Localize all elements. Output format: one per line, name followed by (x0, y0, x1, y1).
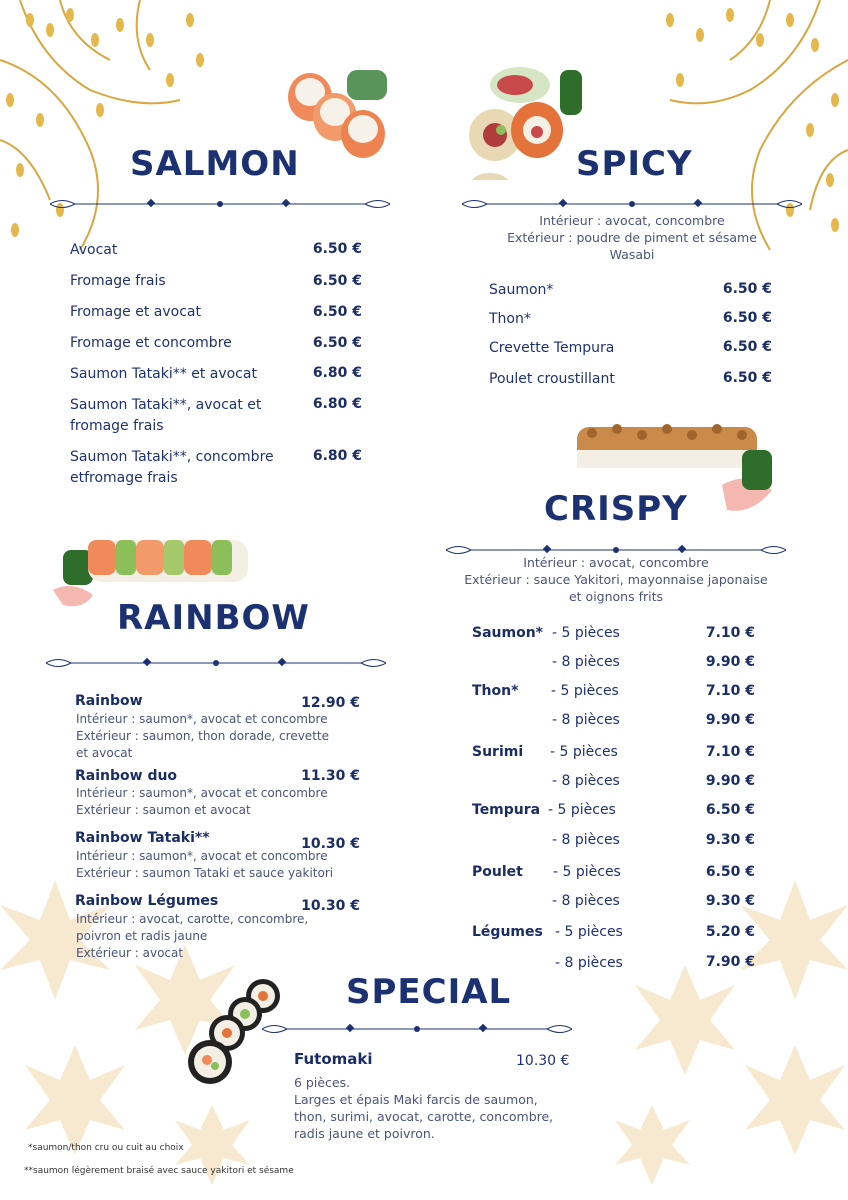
crispy-item-8-price: 7.90 € (705, 954, 755, 970)
spicy-item-price: 6.50 € (722, 370, 772, 386)
salmon-item-name: Saumon Tataki** et avocat (70, 366, 257, 382)
rainbow-divider (46, 656, 386, 670)
crispy-item-8-price: 9.30 € (705, 832, 755, 848)
crispy-item-5-price: 7.10 € (705, 625, 755, 641)
crispy-item-name: Tempura (472, 802, 541, 818)
special-item-price: 10.30 € (516, 1053, 570, 1069)
crispy-item-8-pieces: - 8 pièces (552, 832, 620, 848)
special-title: SPECIAL (346, 972, 512, 1012)
salmon-item-name: Fromage et concombre (70, 335, 232, 351)
rainbow-item-description: Extérieur : saumon, thon dorade, crevette (76, 729, 329, 743)
spicy-item-name: Poulet croustillant (489, 371, 615, 387)
crispy-item-5-price: 6.50 € (705, 864, 755, 880)
salmon-roll-image (285, 62, 395, 162)
salmon-item-name: Saumon Tataki**, avocat et (70, 397, 262, 413)
crispy-description: et oignons frits (568, 589, 664, 604)
rainbow-title: RAINBOW (117, 598, 310, 638)
crispy-item-8-price: 9.30 € (705, 893, 755, 909)
rainbow-item-name: Rainbow (75, 693, 143, 709)
crispy-item-5-price: 7.10 € (705, 683, 755, 699)
rainbow-item-price: 12.90 € (301, 695, 360, 711)
crispy-item-5-pieces: - 5 pièces (548, 802, 616, 818)
crispy-item-8-pieces: - 8 pièces (555, 955, 623, 971)
crispy-item-8-price: 9.90 € (705, 712, 755, 728)
crispy-item-5-pieces: - 5 pièces (553, 864, 621, 880)
crispy-item-name: Saumon* (472, 625, 543, 641)
spicy-description: Wasabi (609, 247, 655, 262)
special-item-description: Larges et épais Maki farcis de saumon, (294, 1092, 538, 1107)
salmon-item-price: 6.80 € (312, 365, 362, 381)
footnote-tataki: **saumon légèrement braisé avec sauce yakitori et sésame (24, 1166, 294, 1176)
rainbow-item-name: Rainbow duo (75, 768, 178, 784)
rainbow-item-description: Extérieur : avocat (76, 946, 184, 960)
special-item-description: 6 pièces. (294, 1075, 351, 1090)
spicy-item-price: 6.50 € (722, 310, 772, 326)
rainbow-item-description: Extérieur : saumon et avocat (76, 803, 251, 817)
crispy-item-name: Thon* (472, 683, 519, 699)
rainbow-item-description: Intérieur : saumon*, avocat et concombre (76, 786, 328, 800)
crispy-description: Intérieur : avocat, concombre (523, 555, 709, 570)
rainbow-item-name: Rainbow Tataki** (75, 830, 210, 846)
spicy-item-name: Thon* (489, 311, 531, 327)
crispy-item-5-pieces: - 5 pièces (555, 924, 623, 940)
gold-branch-decoration-top-left (0, 0, 220, 250)
special-item-description: radis jaune et poivron. (294, 1126, 435, 1141)
special-item-name: Futomaki (294, 1050, 373, 1068)
spicy-description: Intérieur : avocat, concombre (539, 213, 725, 228)
salmon-item-name: Saumon Tataki**, concombre (70, 449, 274, 465)
crispy-item-name: Poulet (472, 864, 523, 880)
special-divider (262, 1022, 572, 1036)
rainbow-item-name: Rainbow Légumes (75, 893, 219, 909)
salmon-item-price: 6.80 € (312, 448, 362, 464)
rainbow-item-description: Intérieur : avocat, carotte, concombre, (76, 912, 309, 926)
salmon-divider (50, 197, 390, 211)
crispy-item-8-pieces: - 8 pièces (552, 773, 620, 789)
spicy-description: Extérieur : poudre de piment et sésame (507, 230, 757, 245)
crispy-item-8-pieces: - 8 pièces (552, 712, 620, 728)
crispy-title: CRISPY (544, 489, 688, 529)
salmon-item-price: 6.80 € (312, 396, 362, 412)
rainbow-item-description: Extérieur : saumon Tataki et sauce yakitori (76, 866, 334, 880)
salmon-item-name: Fromage et avocat (70, 304, 201, 320)
crispy-item-5-price: 7.10 € (705, 744, 755, 760)
crispy-description: Extérieur : sauce Yakitori, mayonnaise japonaise (464, 572, 768, 587)
spicy-item-price: 6.50 € (722, 281, 772, 297)
gold-leaf-decoration-bottom-right (580, 860, 848, 1200)
salmon-item-price: 6.50 € (312, 241, 362, 257)
salmon-title: SALMON (130, 144, 300, 184)
crispy-item-5-pieces: - 5 pièces (551, 683, 619, 699)
spicy-item-name: Crevette Tempura (489, 340, 615, 356)
rainbow-item-description: poivron et radis jaune (76, 929, 208, 943)
salmon-item-price: 6.50 € (312, 304, 362, 320)
rainbow-item-description: Intérieur : saumon*, avocat et concombre (76, 712, 328, 726)
footnote-raw-or-cooked: *saumon/thon cru ou cuit au choix (28, 1143, 184, 1153)
crispy-item-8-pieces: - 8 pièces (552, 654, 620, 670)
salmon-item-price: 6.50 € (312, 273, 362, 289)
crispy-item-5-price: 6.50 € (705, 802, 755, 818)
salmon-item-name-line2: fromage frais (70, 418, 164, 434)
crispy-item-5-pieces: - 5 pièces (550, 744, 618, 760)
rainbow-item-description: et avocat (76, 746, 133, 760)
rainbow-item-price: 10.30 € (301, 836, 360, 852)
spicy-title: SPICY (576, 144, 693, 184)
special-item-description: thon, surimi, avocat, carotte, concombre, (294, 1109, 554, 1124)
spicy-roll-image (465, 60, 590, 180)
crispy-item-8-price: 9.90 € (705, 654, 755, 670)
crispy-item-name: Légumes (472, 924, 543, 940)
salmon-item-name-line2: etfromage frais (70, 470, 178, 486)
spicy-divider (462, 197, 802, 211)
spicy-item-name: Saumon* (489, 282, 554, 298)
crispy-item-5-pieces: - 5 pièces (552, 625, 620, 641)
rainbow-item-price: 11.30 € (301, 768, 360, 784)
crispy-item-8-pieces: - 8 pièces (552, 893, 620, 909)
spicy-item-price: 6.50 € (722, 339, 772, 355)
rainbow-item-description: Intérieur : saumon*, avocat et concombre (76, 849, 328, 863)
salmon-item-price: 6.50 € (312, 335, 362, 351)
crispy-item-8-price: 9.90 € (705, 773, 755, 789)
salmon-item-name: Fromage frais (70, 273, 166, 289)
crispy-item-name: Surimi (472, 744, 524, 760)
rainbow-item-price: 10.30 € (301, 898, 360, 914)
crispy-item-5-price: 5.20 € (705, 924, 755, 940)
salmon-item-name: Avocat (70, 242, 118, 258)
